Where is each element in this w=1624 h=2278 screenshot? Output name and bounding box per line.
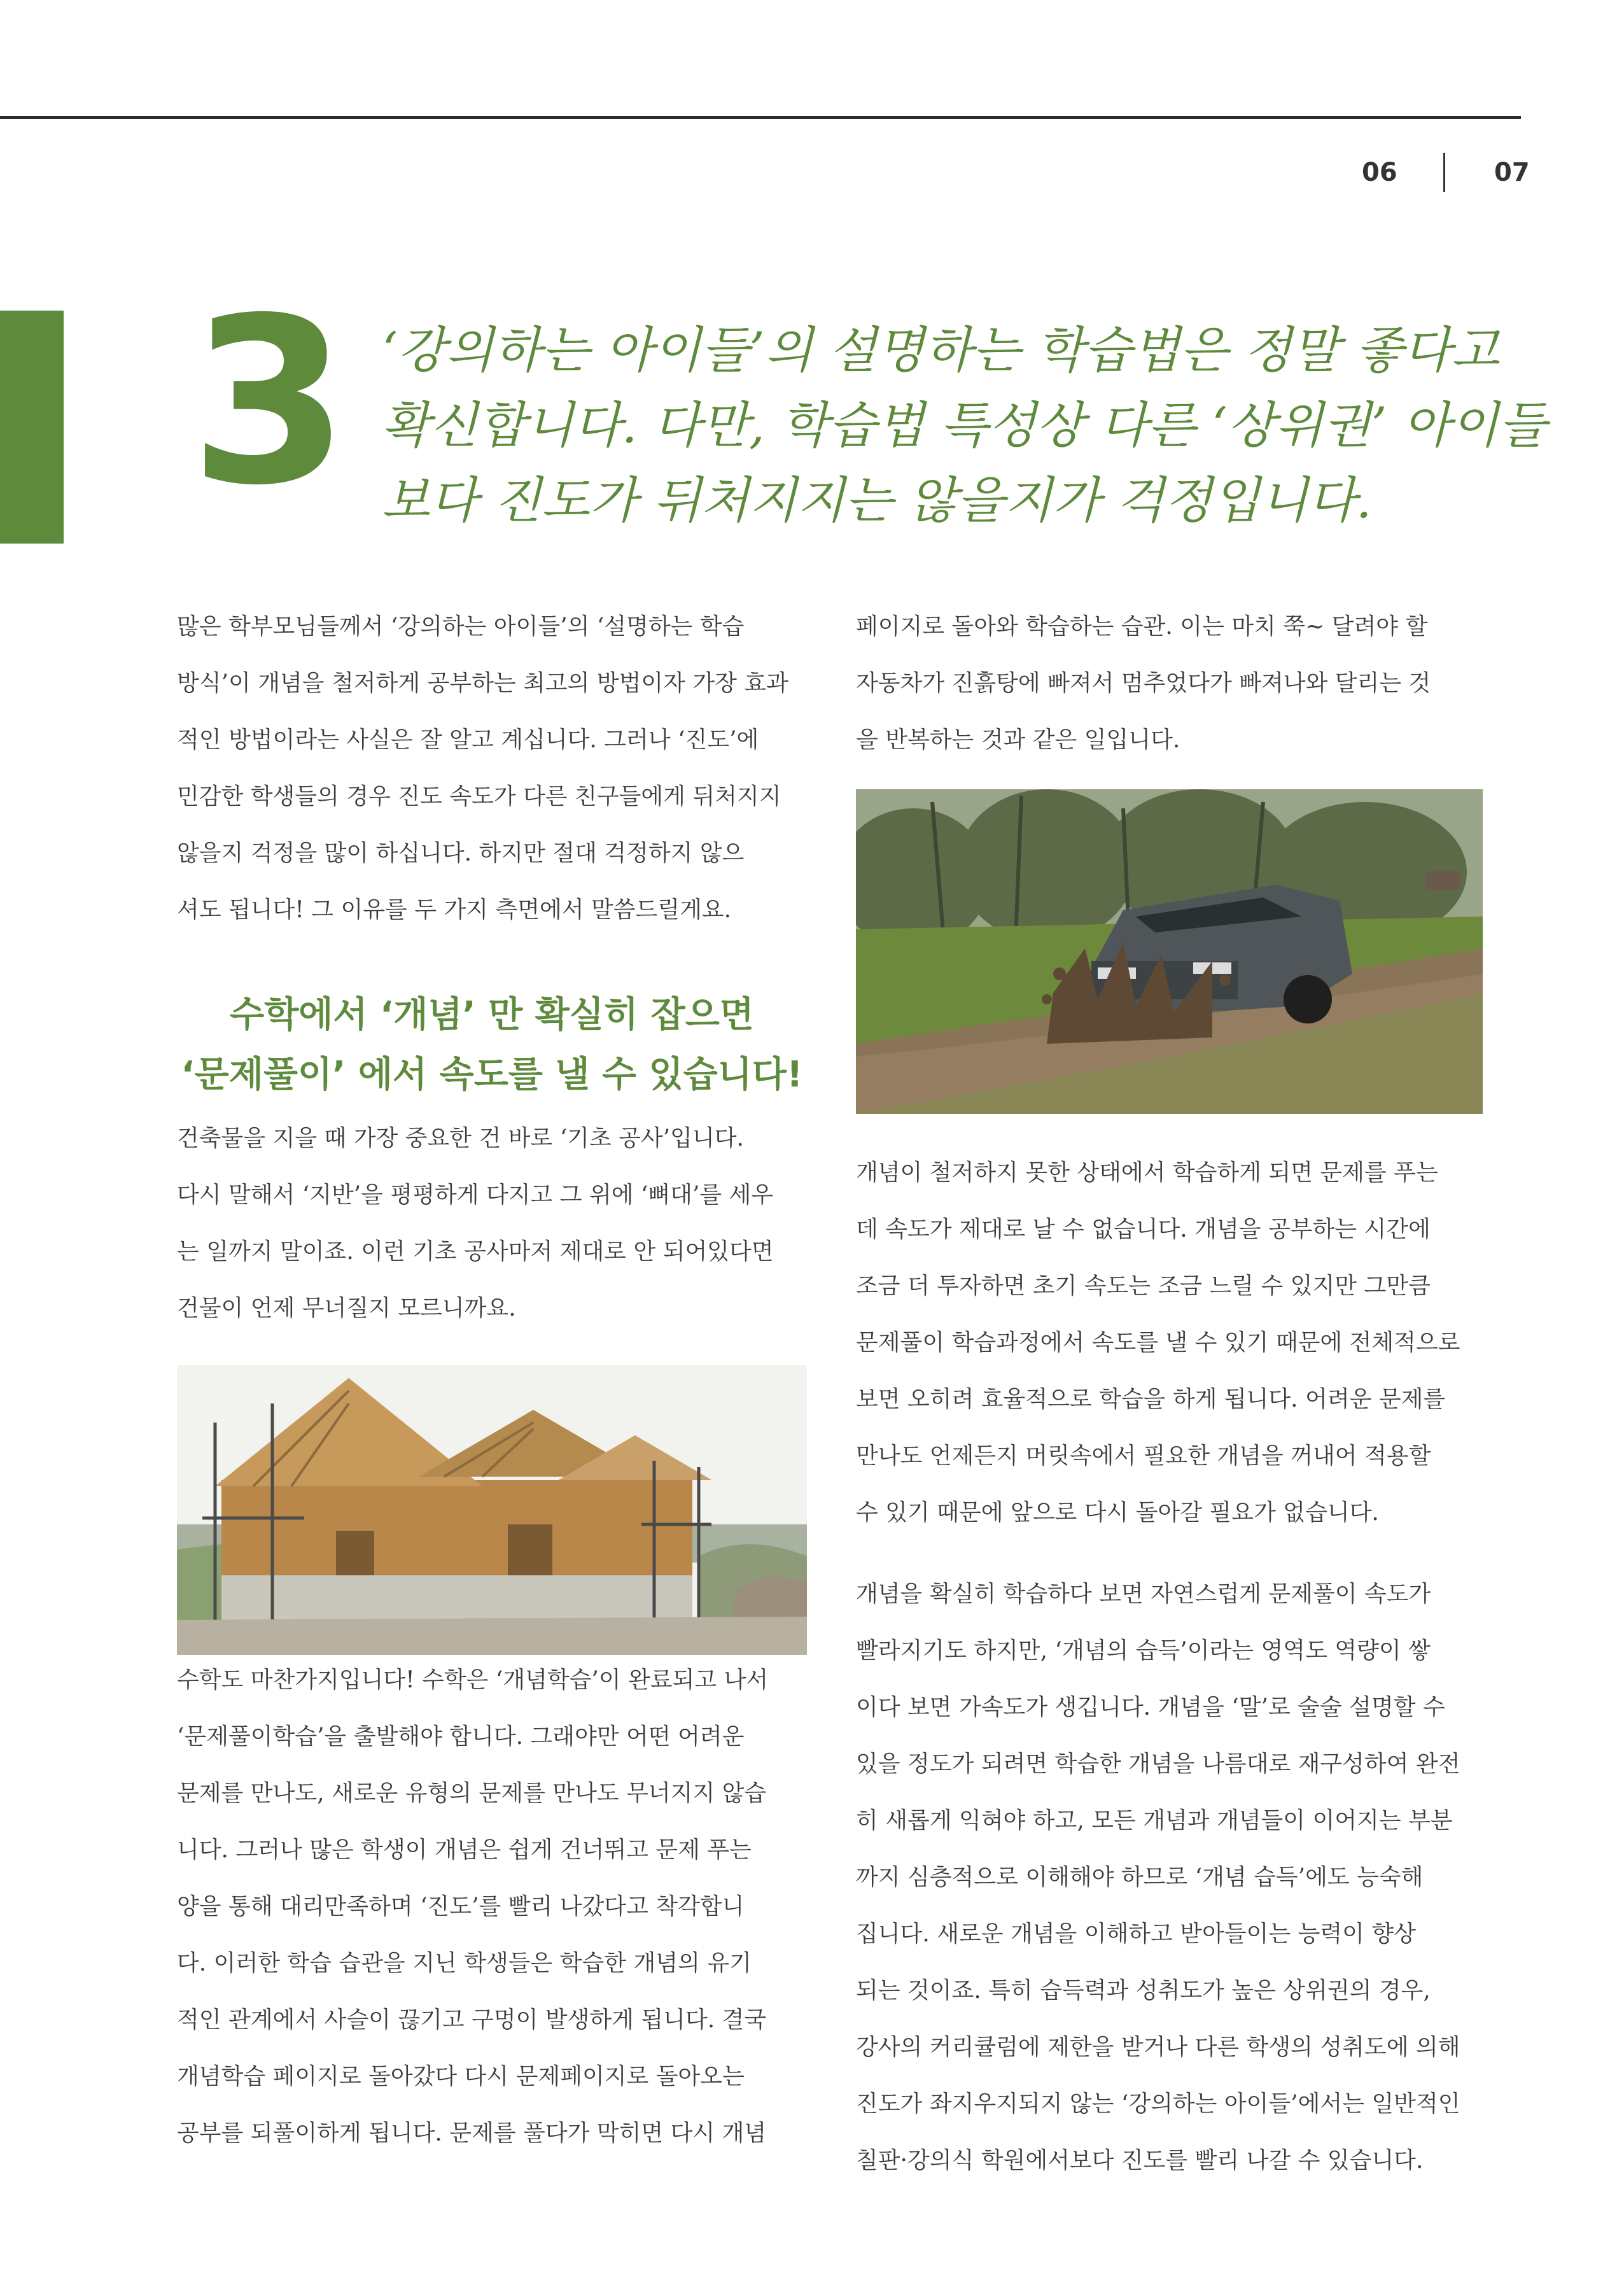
right-paragraph-3 (856, 1566, 1486, 2189)
right-paragraph-1 (856, 598, 1486, 768)
text-line: 있을 정도가 되려면 학습한 개념을 나름대로 재구성하여 완전 (856, 1751, 1460, 1777)
text-line: ‘문제풀이학습’을 출발해야 합니다. 그래야만 어떤 어려운 (177, 1724, 745, 1750)
subheading (177, 985, 807, 1105)
text-line: 개념학습 페이지로 돌아갔다 다시 문제페이지로 돌아오는 (177, 2064, 745, 2090)
headline-line: 확신합니다. 다만, 학습법 특성상 다른 ‘상위권’ 아이들 (382, 397, 1547, 454)
text-line: 히 새롭게 익혀야 하고, 모든 개념과 개념들이 이어지는 부분 (856, 1808, 1453, 1834)
text-line: 조금 더 투자하면 초기 속도는 조금 느릴 수 있지만 그만큼 (856, 1273, 1431, 1299)
left-paragraph-2 (177, 1110, 807, 1337)
text-line: 데 속도가 제대로 날 수 없습니다. 개념을 공부하는 시간에 (856, 1216, 1431, 1242)
text-line: 공부를 되풀이하게 됩니다. 문제를 풀다가 막히면 다시 개념 (177, 2120, 767, 2146)
subheading-line: 수학에서 ‘개념’ 만 확실히 잡으면 (230, 994, 754, 1036)
house-construction-photo (177, 1365, 807, 1655)
right-paragraph-2 (856, 1144, 1486, 1541)
suv-mud-photo (856, 789, 1483, 1114)
text-line: 않을지 걱정을 많이 하십니다. 하지만 절대 걱정하지 않으 (177, 840, 745, 866)
headline-line: 보다 진도가 뒤처지지는 않을지가 걱정입니다. (382, 472, 1372, 530)
text-line: 칠판·강의식 학원에서보다 진도를 빨리 나갈 수 있습니다. (856, 2148, 1424, 2174)
text-line: 민감한 학생들의 경우 진도 속도가 다른 친구들에게 뒤처지지 (177, 784, 781, 810)
top-rule (0, 116, 1521, 119)
subheading-line: ‘문제풀이’ 에서 속도를 낼 수 있습니다! (181, 1054, 803, 1095)
text-line: 다. 이러한 학습 습관을 지닌 학생들은 학습한 개념의 유기 (177, 1950, 752, 1976)
text-line: 집니다. 새로운 개념을 이해하고 받아들이는 능력이 향상 (856, 1921, 1416, 1947)
text-line: 수학도 마찬가지입니다! 수학은 ‘개념학습’이 완료되고 나서 (177, 1667, 769, 1693)
text-line: 문제풀이 학습과정에서 속도를 낼 수 있기 때문에 전체적으로 (856, 1330, 1460, 1356)
text-line: 이다 보면 가속도가 생깁니다. 개념을 ‘말’로 술술 설명할 수 (856, 1694, 1445, 1720)
text-line: 자동차가 진흙탕에 빠져서 멈추었다가 빠져나와 달리는 것 (856, 670, 1431, 696)
text-line: 니다. 그러나 많은 학생이 개념은 쉽게 건너뛰고 문제 푸는 (177, 1837, 752, 1863)
section-number: 3 (190, 269, 349, 535)
text-line: 진도가 좌지우지되지 않는 ‘강의하는 아이들’에서는 일반적인 (856, 2091, 1460, 2117)
text-line: 개념이 철저하지 못한 상태에서 학습하게 되면 문제를 푸는 (856, 1160, 1438, 1186)
text-line: 는 일까지 말이죠. 이런 기초 공사마저 제대로 안 되어있다면 (177, 1239, 774, 1265)
text-line: 개념을 확실히 학습하다 보면 자연스럽게 문제풀이 속도가 (856, 1581, 1431, 1607)
text-line: 수 있기 때문에 앞으로 다시 돌아갈 필요가 없습니다. (856, 1500, 1379, 1526)
text-line: 건물이 언제 무너질지 모르니까요. (177, 1295, 516, 1321)
text-line: 셔도 됩니다! 그 이유를 두 가지 측면에서 말씀드릴게요. (177, 897, 732, 923)
text-line: 양을 통해 대리만족하며 ‘진도’를 빨리 나갔다고 착각합니 (177, 1894, 745, 1920)
text-line: 방식’이 개념을 철저하게 공부하는 최고의 방법이자 가장 효과 (177, 670, 788, 696)
page-number-left: 06 (1362, 158, 1397, 187)
text-line: 을 반복하는 것과 같은 일입니다. (856, 727, 1180, 753)
text-line: 되는 것이죠. 특히 습득력과 성취도가 높은 상위권의 경우, (856, 1978, 1431, 2004)
text-line: 보면 오히려 효율적으로 학습을 하게 됩니다. 어려운 문제를 (856, 1386, 1446, 1412)
text-line: 까지 심층적으로 이해해야 하므로 ‘개념 습득’에도 능숙해 (856, 1864, 1424, 1890)
text-line: 적인 관계에서 사슬이 끊기고 구멍이 발생하게 됩니다. 결국 (177, 2007, 767, 2033)
text-line: 강사의 커리큘럼에 제한을 받거나 다른 학생의 성취도에 의해 (856, 2034, 1460, 2060)
text-line: 페이지로 돌아와 학습하는 습관. 이는 마치 쭉~ 달려야 할 (856, 614, 1428, 640)
text-line: 많은 학부모님들께서 ‘강의하는 아이들’의 ‘설명하는 학습 (177, 614, 745, 640)
text-line: 건축물을 지을 때 가장 중요한 건 바로 ‘기초 공사’입니다. (177, 1125, 744, 1151)
text-line: 빨라지기도 하지만, ‘개념의 습득’이라는 영역도 역량이 쌓 (856, 1638, 1431, 1664)
section-accent-bar (0, 311, 64, 544)
left-paragraph-3 (177, 1652, 807, 2162)
page-number-divider (1443, 153, 1445, 192)
text-line: 다시 말해서 ‘지반’을 평평하게 다지고 그 위에 ‘뼈대’를 세우 (177, 1182, 774, 1208)
page-number-right: 07 (1494, 158, 1530, 187)
section-headline (382, 313, 1547, 538)
left-paragraph-1 (177, 598, 807, 938)
headline-line: ‘강의하는 아이들’의 설명하는 학습법은 정말 좋다고 (382, 322, 1499, 379)
text-line: 문제를 만나도, 새로운 유형의 문제를 만나도 무너지지 않습 (177, 1780, 767, 1806)
text-line: 만나도 언제든지 머릿속에서 필요한 개념을 꺼내어 적용할 (856, 1443, 1431, 1469)
text-line: 적인 방법이라는 사실은 잘 알고 계십니다. 그러나 ‘진도’에 (177, 727, 759, 753)
